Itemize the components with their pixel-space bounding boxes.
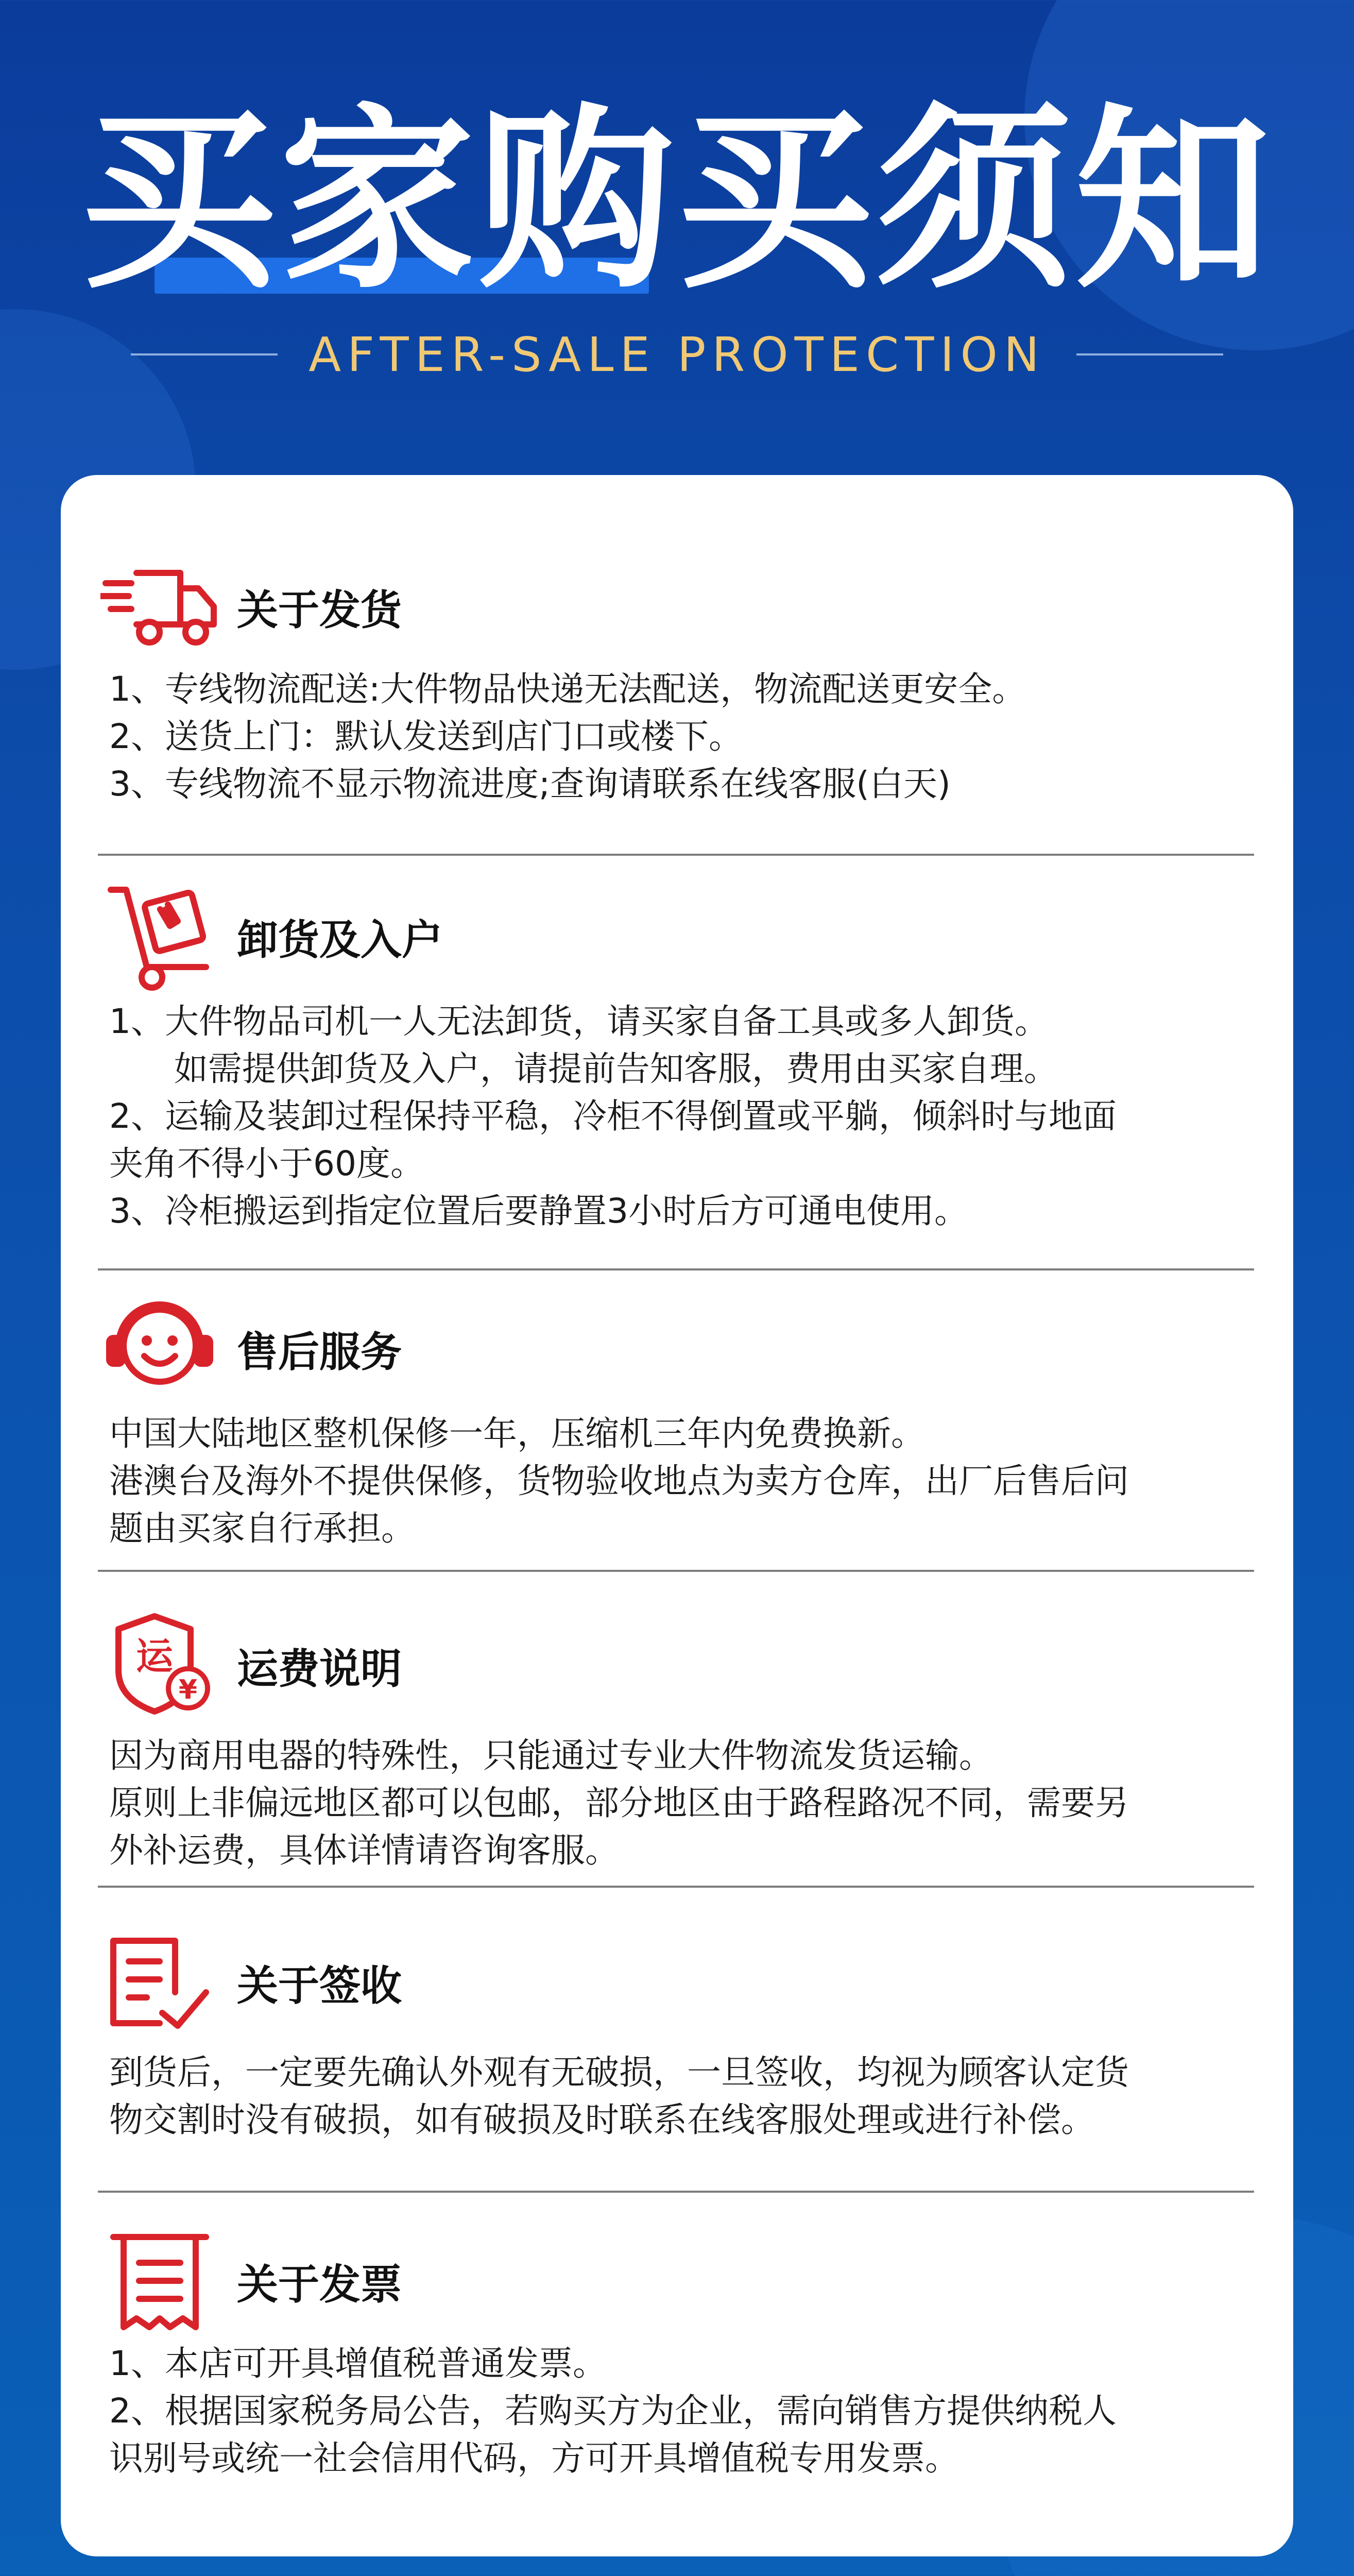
- section-title: 关于发票: [237, 2260, 402, 2309]
- section-shipping-fee: [98, 1606, 1254, 1870]
- body-line: 识别号或统一社会信用代码，方可开具增值税专用发票。: [109, 2438, 959, 2478]
- section-divider: [98, 2191, 1254, 2193]
- page-subtitle: AFTER-SALE PROTECTION: [308, 327, 1046, 382]
- section-title: 关于发货: [237, 586, 402, 634]
- section-body: [109, 1732, 1253, 1874]
- subtitle-row: [0, 324, 1354, 385]
- section-body: [109, 998, 1253, 1235]
- hand-truck-icon: [98, 877, 221, 995]
- section-header: [98, 877, 443, 995]
- shield-label: 运: [135, 1635, 174, 1678]
- subtitle-divider-left: [131, 353, 278, 355]
- body-line: 到货后，一定要先确认外观有无破损，一旦签收，均视为顾客认定货: [109, 2053, 1129, 2092]
- section-body: [109, 666, 1253, 808]
- body-line: 港澳台及海外不提供保修，货物验收地点为卖方仓库，出厂后售后问: [109, 1461, 1129, 1501]
- section-shipping: [98, 547, 1254, 804]
- body-line: 3、冷柜搬运到指定位置后要静置3小时后方可通电使用。: [109, 1191, 968, 1231]
- shipping-fee-shield-icon: [98, 1606, 221, 1724]
- section-unloading: [98, 877, 1254, 1231]
- customer-service-icon: [98, 1289, 221, 1408]
- header: [0, 0, 1354, 464]
- body-line: 如需提供卸货及入户，请提前告知客服，费用由买家自理。: [109, 1049, 1058, 1089]
- section-divider: [98, 1268, 1254, 1270]
- body-line: 中国大陆地区整机保修一年，压缩机三年内免费换新。: [109, 1414, 925, 1453]
- body-line: 物交割时没有破损，如有破损及时联系在线客服处理或进行补偿。: [109, 2100, 1095, 2140]
- section-after-sales: [98, 1289, 1254, 1548]
- section-header: [98, 1289, 402, 1408]
- delivery-truck-icon: [98, 547, 221, 666]
- section-body: [109, 2049, 1253, 2144]
- page-title: 买家购买须知: [80, 87, 1274, 315]
- section-header: [98, 1606, 402, 1724]
- section-divider: [98, 1570, 1254, 1572]
- body-line: 外补运费，具体详情请咨询客服。: [109, 1831, 619, 1870]
- body-line: 2、根据国家税务局公告，若购买方为企业，需向销售方提供纳税人: [109, 2391, 1117, 2431]
- subtitle-divider-right: [1076, 353, 1223, 355]
- body-line: 1、本店可开具增值税普通发票。: [109, 2344, 607, 2383]
- section-title: 售后服务: [237, 1328, 402, 1376]
- section-divider: [98, 854, 1254, 856]
- section-title: 卸货及入户: [237, 916, 443, 964]
- body-line: 2、送货上门：默认发送到店门口或楼下。: [109, 717, 743, 756]
- body-line: 题由买家自行承担。: [109, 1509, 415, 1548]
- body-line: 夹角不得小于60度。: [109, 1144, 424, 1183]
- body-line: 因为商用电器的特殊性，只能通过专业大件物流发货运输。: [109, 1736, 993, 1775]
- section-title: 运费说明: [237, 1645, 402, 1693]
- section-header: [98, 1923, 402, 2041]
- notice-card: [61, 475, 1293, 2556]
- section-title: 关于签收: [237, 1961, 402, 2010]
- section-body: [109, 1410, 1253, 1552]
- section-header: [98, 547, 402, 666]
- yuan-badge: ¥: [178, 1674, 198, 1705]
- invoice-receipt-icon: [98, 2222, 221, 2340]
- body-line: 原则上非偏远地区都可以包邮，部分地区由于路程路况不同，需要另: [109, 1783, 1129, 1823]
- section-sign-receipt: [98, 1923, 1254, 2155]
- section-header: [98, 2222, 402, 2340]
- sign-document-check-icon: [98, 1923, 221, 2041]
- section-divider: [98, 1886, 1254, 1888]
- body-line: 1、专线物流配送:大件物品快递无法配送，物流配送更安全。: [109, 669, 1026, 709]
- body-line: 1、大件物品司机一人无法卸货，请买家自备工具或多人卸货。: [109, 1002, 1049, 1041]
- body-line: 2、运输及装卸过程保持平稳，冷柜不得倒置或平躺，倾斜时与地面: [109, 1096, 1117, 1136]
- body-line: 3、专线物流不显示物流进度;查询请联系在线客服(白天): [109, 764, 951, 804]
- section-body: [109, 2340, 1253, 2482]
- section-invoice: [98, 2222, 1254, 2489]
